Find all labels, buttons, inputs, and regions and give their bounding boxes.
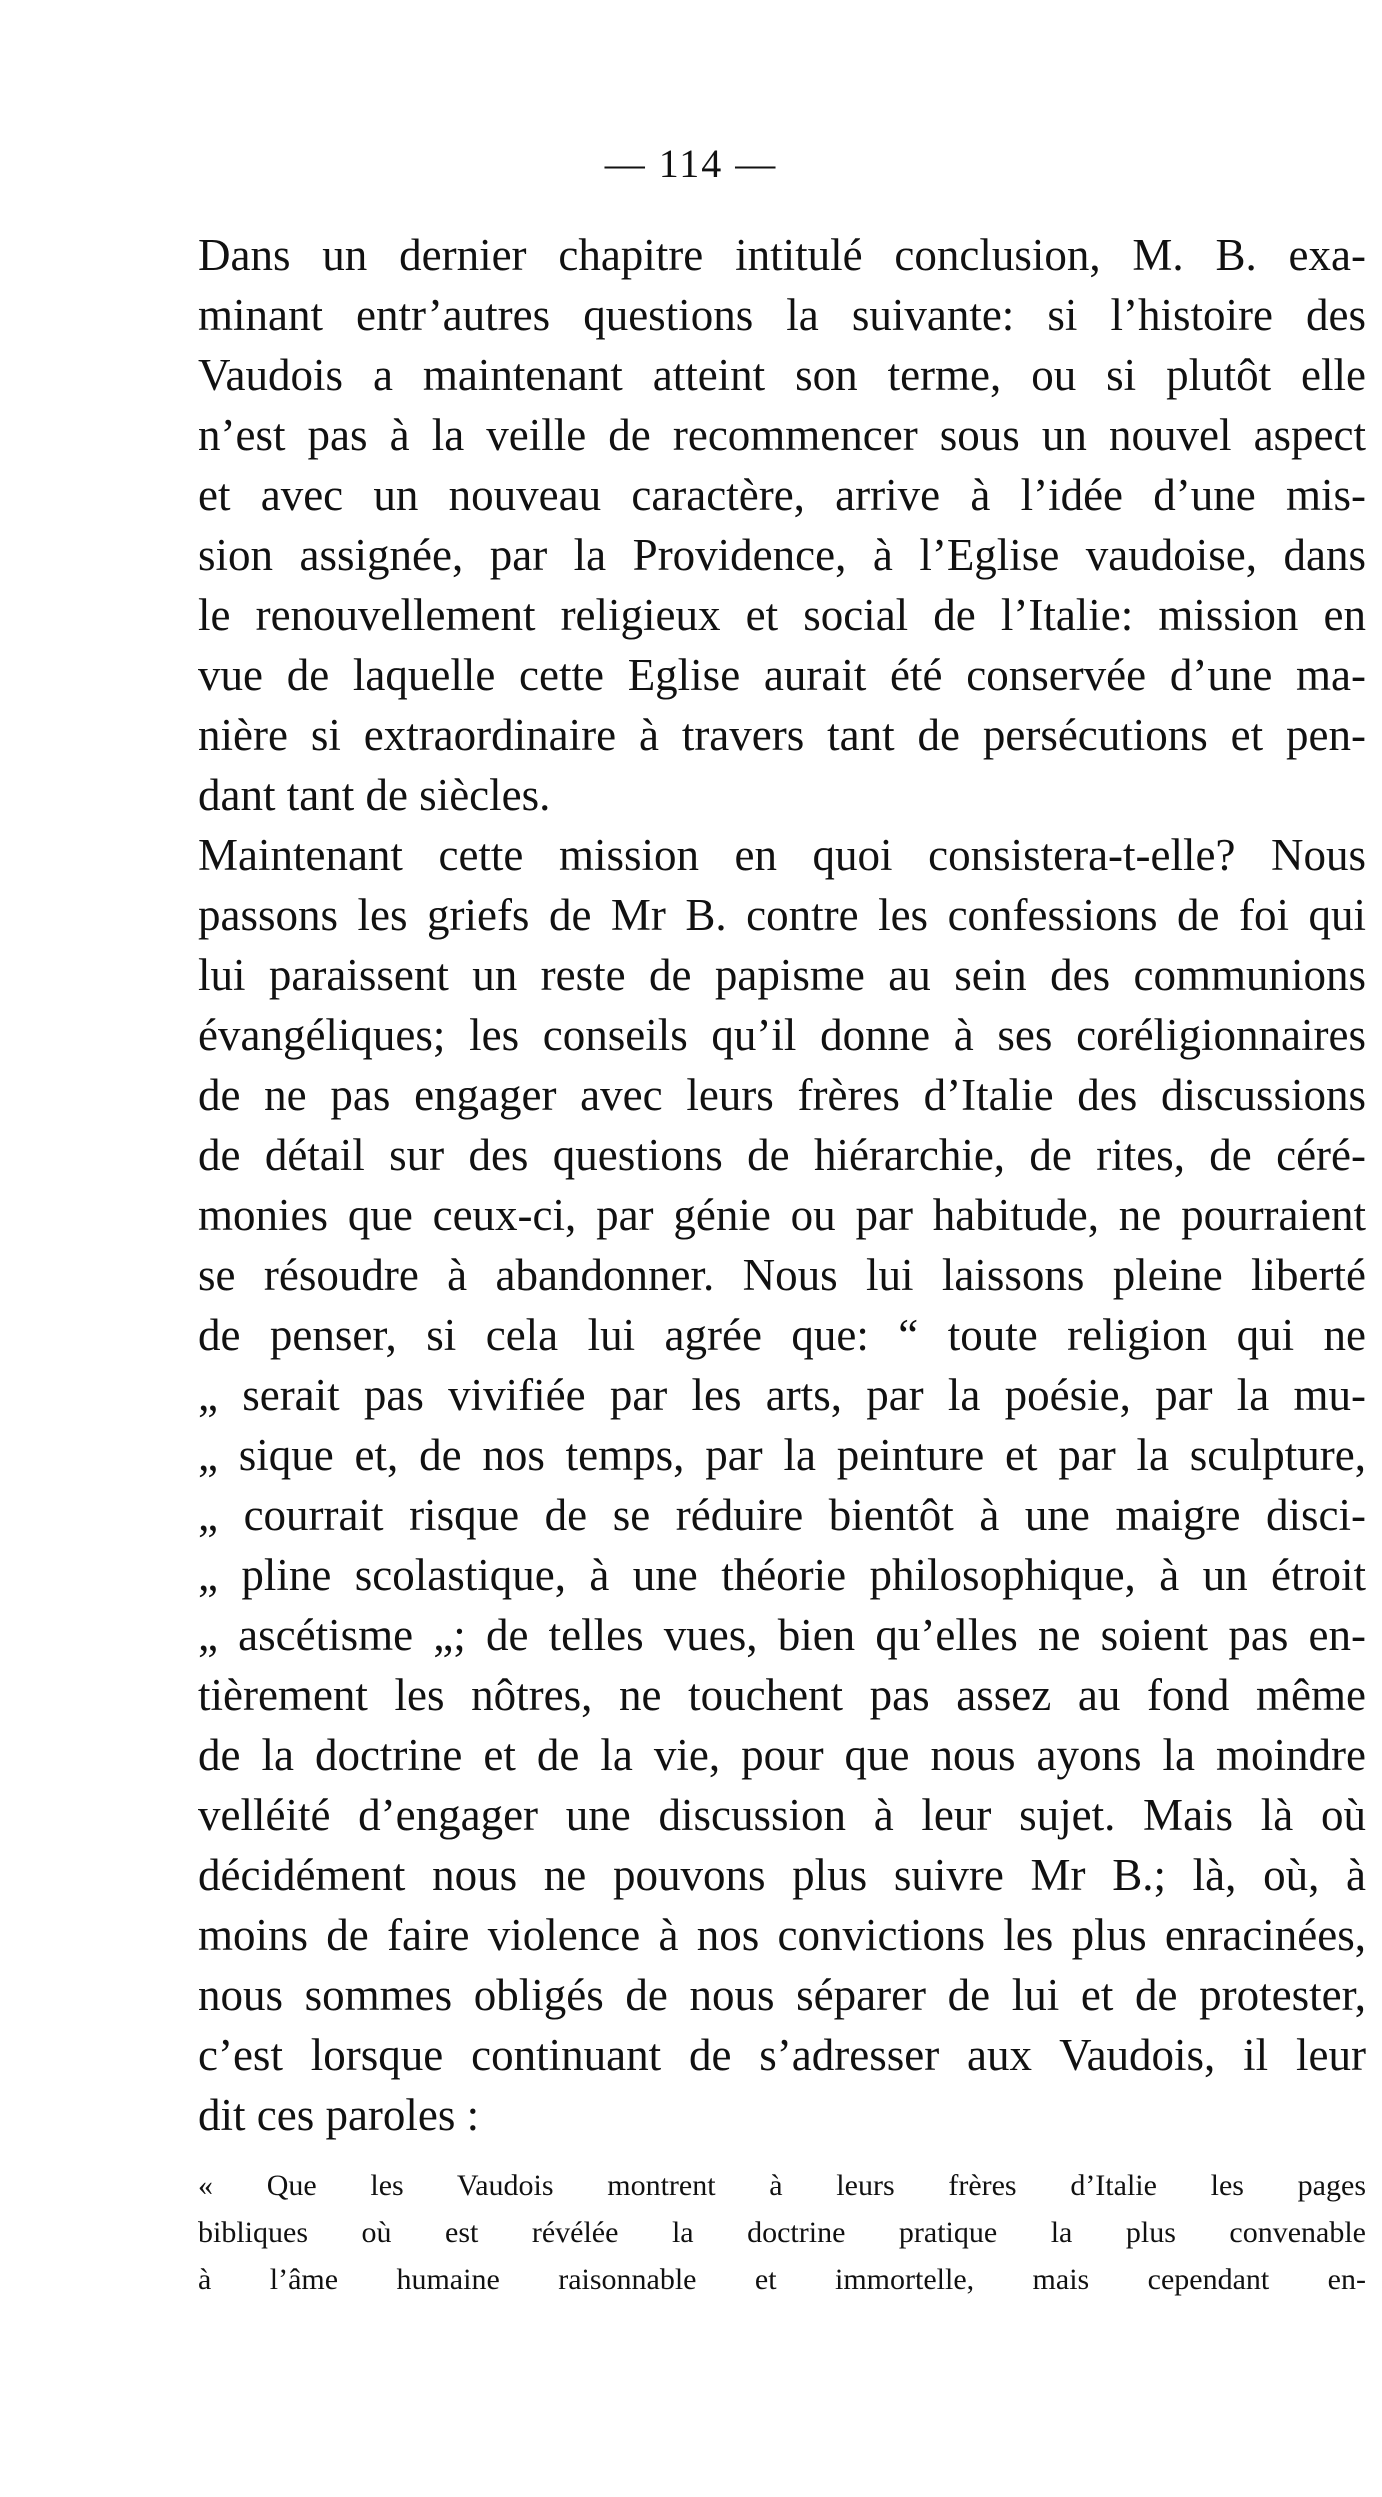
text-line: minant entr’autres questions la suivante: si l’histoire des: [198, 290, 1366, 340]
text-line: n’est pas à la veille de recommencer sous un nouvel aspect: [198, 410, 1366, 460]
text-line: passons les griefs de Mr B. contre les confessions de foi qui: [198, 890, 1366, 940]
text-line: de ne pas engager avec leurs frères d’Italie des discussions: [198, 1070, 1366, 1120]
text-line: tièrement les nôtres, ne touchent pas assez au fond même: [198, 1670, 1366, 1720]
quoted-line: „ pline scolastique, à une théorie philosophique, à un étroit: [198, 1550, 1366, 1600]
text-line: évangéliques; les conseils qu’il donne à ses coréligionnaires: [198, 1010, 1366, 1060]
text-line: nous sommes obligés de nous séparer de lui et de protester,: [198, 1970, 1366, 2020]
text-line: de la doctrine et de la vie, pour que nous ayons la moindre: [198, 1730, 1366, 1780]
quote-line: à l’âme humaine raisonnable et immortelle, mais cependant en-: [198, 2263, 1366, 2296]
quote-line: bibliques où est révélée la doctrine pratique la plus convenable: [198, 2216, 1366, 2249]
body-text: [198, 225, 1366, 2145]
quote-line: « Que les Vaudois montrent à leurs frères d’Italie les pages: [198, 2169, 1366, 2202]
text-line: Maintenant cette mission en quoi consistera-t-elle? Nous: [198, 830, 1366, 880]
text-line: de penser, si cela lui agrée que: “ toute religion qui ne: [198, 1310, 1366, 1360]
text-line: sion assignée, par la Providence, à l’Eglise vaudoise, dans: [198, 530, 1366, 580]
text-line: de détail sur des questions de hiérarchie, de rites, de céré-: [198, 1130, 1366, 1180]
text-line: c’est lorsque continuant de s’adresser aux Vaudois, il leur: [198, 2030, 1366, 2080]
quoted-line: „ ascétisme „; de telles vues, bien qu’elles ne soient pas en-: [198, 1610, 1366, 1660]
text-line: moins de faire violence à nos convictions les plus enracinées,: [198, 1910, 1366, 1960]
quoted-line: „ courrait risque de se réduire bientôt à une maigre disci-: [198, 1490, 1366, 1540]
text-line: velléité d’engager une discussion à leur sujet. Mais là où: [198, 1790, 1366, 1840]
text-line: décidément nous ne pouvons plus suivre Mr B.; là, où, à: [198, 1850, 1366, 1900]
text-line: Dans un dernier chapitre intitulé conclusion, M. B. exa-: [198, 230, 1366, 280]
text-line: et avec un nouveau caractère, arrive à l’idée d’une mis-: [198, 470, 1366, 520]
text-line: vue de laquelle cette Eglise aurait été conservée d’une ma-: [198, 650, 1366, 700]
text-line: se résoudre à abandonner. Nous lui laissons pleine liberté: [198, 1250, 1366, 1300]
paragraph-2: [198, 825, 1366, 2145]
text-line: Vaudois a maintenant atteint son terme, ou si plutôt elle: [198, 350, 1366, 400]
text-line: lui paraissent un reste de papisme au sein des communions: [198, 950, 1366, 1000]
block-quote: [198, 2162, 1366, 2303]
text-line: dant tant de siècles.: [198, 770, 551, 820]
quoted-line: „ serait pas vivifiée par les arts, par la poésie, par la mu-: [198, 1370, 1366, 1420]
text-line: le renouvellement religieux et social de l’Italie: mission en: [198, 590, 1366, 640]
paragraph-1: [198, 225, 1366, 825]
text-line: nière si extraordinaire à travers tant de persécutions et pen-: [198, 710, 1366, 760]
text-line: dit ces paroles :: [198, 2090, 480, 2140]
quoted-line: „ sique et, de nos temps, par la peinture et par la sculpture,: [198, 1430, 1366, 1480]
page-number: — 114 —: [604, 141, 778, 186]
text-line: monies que ceux-ci, par génie ou par habitude, ne pourraient: [198, 1190, 1366, 1240]
